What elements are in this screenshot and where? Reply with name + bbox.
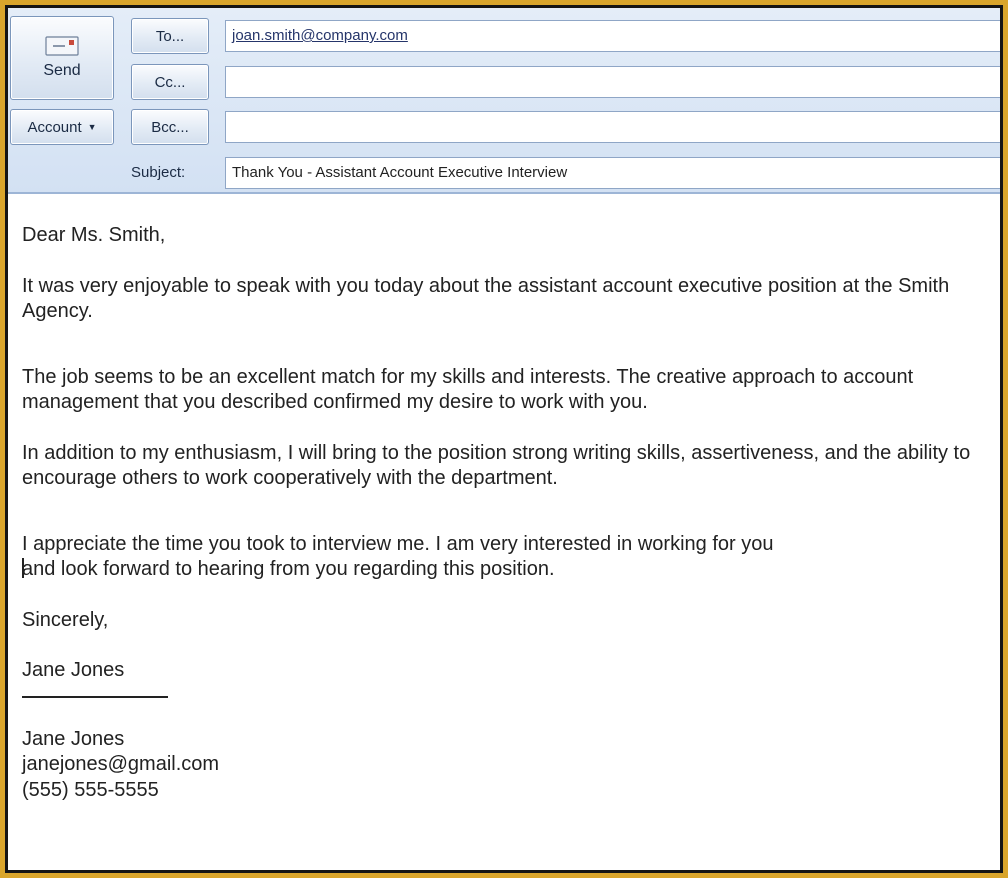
account-dropdown-button[interactable] bbox=[10, 109, 114, 145]
cc-button[interactable] bbox=[131, 64, 209, 100]
paragraph-1: It was very enjoyable to speak with you today about the assistant account executive position at the Smith Agency. bbox=[22, 274, 950, 322]
signature-line bbox=[22, 696, 168, 698]
message-body[interactable] bbox=[22, 223, 992, 803]
paragraph-4-line-2: and look forward to hearing from you regarding this position. bbox=[22, 558, 555, 580]
send-label: Send bbox=[43, 62, 81, 79]
sender-email: janejones@gmail.com bbox=[22, 753, 220, 775]
bcc-button[interactable] bbox=[131, 109, 209, 145]
cc-button-label: Cc... bbox=[154, 73, 186, 91]
to-button-label: To... bbox=[155, 27, 185, 45]
sender-name: Jane Jones bbox=[22, 727, 125, 750]
send-button[interactable] bbox=[10, 16, 114, 100]
subject-field[interactable]: Thank You - Assistant Account Executive Interview bbox=[225, 157, 1000, 189]
cc-field[interactable] bbox=[225, 66, 1000, 98]
greeting: Dear Ms. Smith, bbox=[22, 224, 166, 246]
sender-phone: (555) 555-5555 bbox=[22, 778, 159, 801]
compose-window bbox=[8, 8, 1000, 870]
subject-label: Subject: bbox=[131, 164, 186, 181]
bcc-field[interactable] bbox=[225, 111, 1000, 143]
paragraph-4 bbox=[22, 532, 992, 583]
paragraph-3: In addition to my enthusiasm, I will bring to the position strong writing skills, assertiveness, and the ability to encourage others to work cooperatively with the department. bbox=[22, 441, 971, 489]
bcc-button-label: Bcc... bbox=[151, 118, 189, 136]
paragraph-4-line-1: I appreciate the time you took to interview me. I am very interested in working for you bbox=[22, 532, 774, 555]
closing: Sincerely, bbox=[22, 608, 109, 631]
send-envelope-icon bbox=[45, 36, 79, 56]
signature-name: Jane Jones bbox=[22, 659, 125, 681]
account-label: Account bbox=[27, 118, 82, 136]
chevron-down-icon: ▼ bbox=[87, 122, 97, 132]
compose-header bbox=[8, 8, 1000, 194]
paragraph-2: The job seems to be an excellent match for my skills and interests. The creative approach to account management that you described confirmed my desire to work with you. bbox=[22, 365, 914, 413]
to-button[interactable] bbox=[131, 18, 209, 54]
to-recipient[interactable]: joan.smith@company.com bbox=[232, 27, 408, 44]
to-field[interactable] bbox=[225, 20, 1000, 52]
